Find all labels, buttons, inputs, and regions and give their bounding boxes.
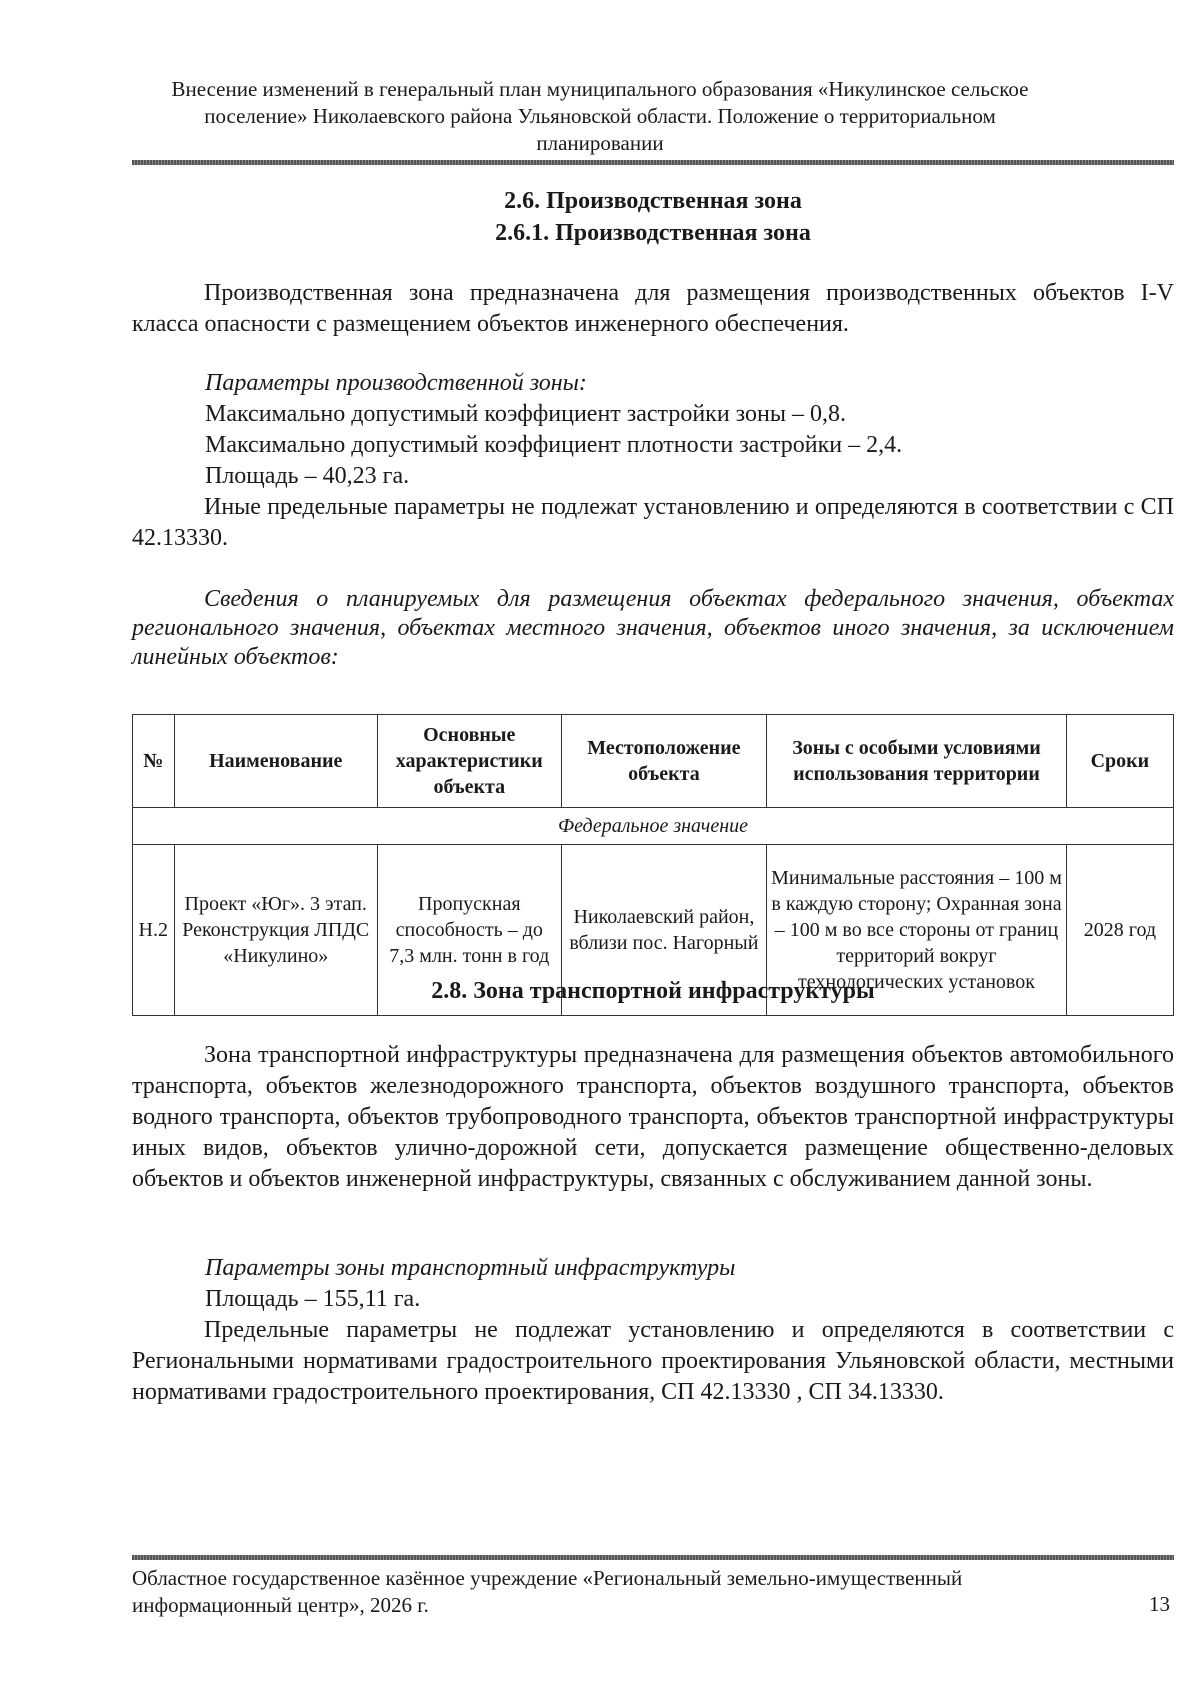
header-cell-term: Сроки	[1066, 715, 1173, 808]
production-zone-intro	[132, 278, 1174, 340]
transport-param-2	[132, 1315, 1174, 1408]
cell-zones: Минимальные расстояния – 100 м в каждую сторону; Охранная зона – 100 м во все стороны от границ территорий вокруг технологических установок	[767, 845, 1067, 1016]
header-cell-characteristics: Основные характеристики объекта	[377, 715, 561, 808]
planned-objects-table	[132, 714, 1174, 1016]
header-cell-location: Местоположение объекта	[561, 715, 767, 808]
table-group-row	[133, 808, 1174, 845]
table-caption	[132, 585, 1174, 672]
header-cell-zones: Зоны с особыми условиями использования территории	[767, 715, 1067, 808]
table-header-row	[133, 715, 1174, 808]
section-heading-2-8: 2.8. Зона транспортной инфраструктуры	[431, 978, 875, 1004]
footer-line-1: Областное государственное казённое учреждение «Региональный земельно-имущественный	[132, 1566, 963, 1590]
transport-param-2-text: Предельные параметры не подлежат установлению и определяются в соответствии с Региональными нормативами градостроительного проектирования Ульяновской области, местными нормативами градостроительного проектирования, СП 42.13330 , СП 34.13330.	[132, 1317, 1174, 1405]
header-line-2: поселение» Николаевского района Ульяновской области. Положение о территориальном	[204, 104, 996, 128]
header-cell-name: Наименование	[174, 715, 377, 808]
production-param-1: Максимально допустимый коэффициент застройки зоны – 0,8.	[205, 401, 846, 427]
cell-characteristics: Пропускная способность – до 7,3 млн. тонн в год	[377, 845, 561, 1016]
header-line-3: планировании	[536, 131, 664, 155]
cell-name: Проект «Юг». 3 этап. Реконструкция ЛПДС «Никулино»	[174, 845, 377, 1016]
production-param-4	[132, 492, 1174, 554]
section-subheading-2-6-1: 2.6.1. Производственная зона	[495, 220, 811, 246]
page-number: 13	[1149, 1592, 1170, 1616]
production-param-4-text: Иные предельные параметры не подлежат установлению и определяются в соответствии с СП 42.13330.	[132, 494, 1174, 551]
production-param-2: Максимально допустимый коэффициент плотности застройки – 2,4.	[205, 432, 903, 458]
page-header	[132, 76, 1068, 157]
production-zone-intro-text: Производственная зона предназначена для размещения производственных объектов I-V класса опасности с размещением объектов инженерного обеспечения.	[132, 280, 1174, 337]
cell-location: Николаевский район, вблизи пос. Нагорный	[561, 845, 767, 1016]
header-cell-number: №	[133, 715, 175, 808]
table-caption-text: Сведения о планируемых для размещения объектах федерального значения, объектах регионального значения, объектах местного значения, объектов иного значения, за исключением линейных объектов:	[132, 586, 1174, 670]
group-label-federal: Федеральное значение	[133, 808, 1174, 845]
production-param-3: Площадь – 40,23 га.	[205, 463, 410, 489]
cell-number: Н.2	[133, 845, 175, 1016]
header-line-1: Внесение изменений в генеральный план муниципального образования «Никулинское сельское	[171, 77, 1029, 101]
footer-divider	[132, 1555, 1174, 1560]
section-heading-2-6: 2.6. Производственная зона	[504, 188, 802, 214]
footer-line-2: информационный центр», 2026 г.	[132, 1593, 429, 1617]
production-params-title: Параметры производственной зоны:	[205, 370, 587, 396]
page-footer	[132, 1565, 1132, 1619]
header-divider	[132, 160, 1174, 165]
transport-zone-intro-text: Зона транспортной инфраструктуры предназначена для размещения объектов автомобильного транспорта, объектов железнодорожного транспорта, объектов воздушного транспорта, объектов водного транспорта, объектов трубопроводного транспорта, объектов транспортной инфраструктуры иных видов, объектов улично-дорожной сети, допускается размещение общественно-деловых объектов и объектов инженерной инфраструктуры, связанных с обслуживанием данной зоны.	[132, 1042, 1174, 1192]
transport-param-1: Площадь – 155,11 га.	[205, 1286, 421, 1312]
transport-params-title: Параметры зоны транспортный инфраструктуры	[205, 1255, 736, 1281]
cell-term: 2028 год	[1066, 845, 1173, 1016]
transport-zone-intro	[132, 1040, 1174, 1195]
